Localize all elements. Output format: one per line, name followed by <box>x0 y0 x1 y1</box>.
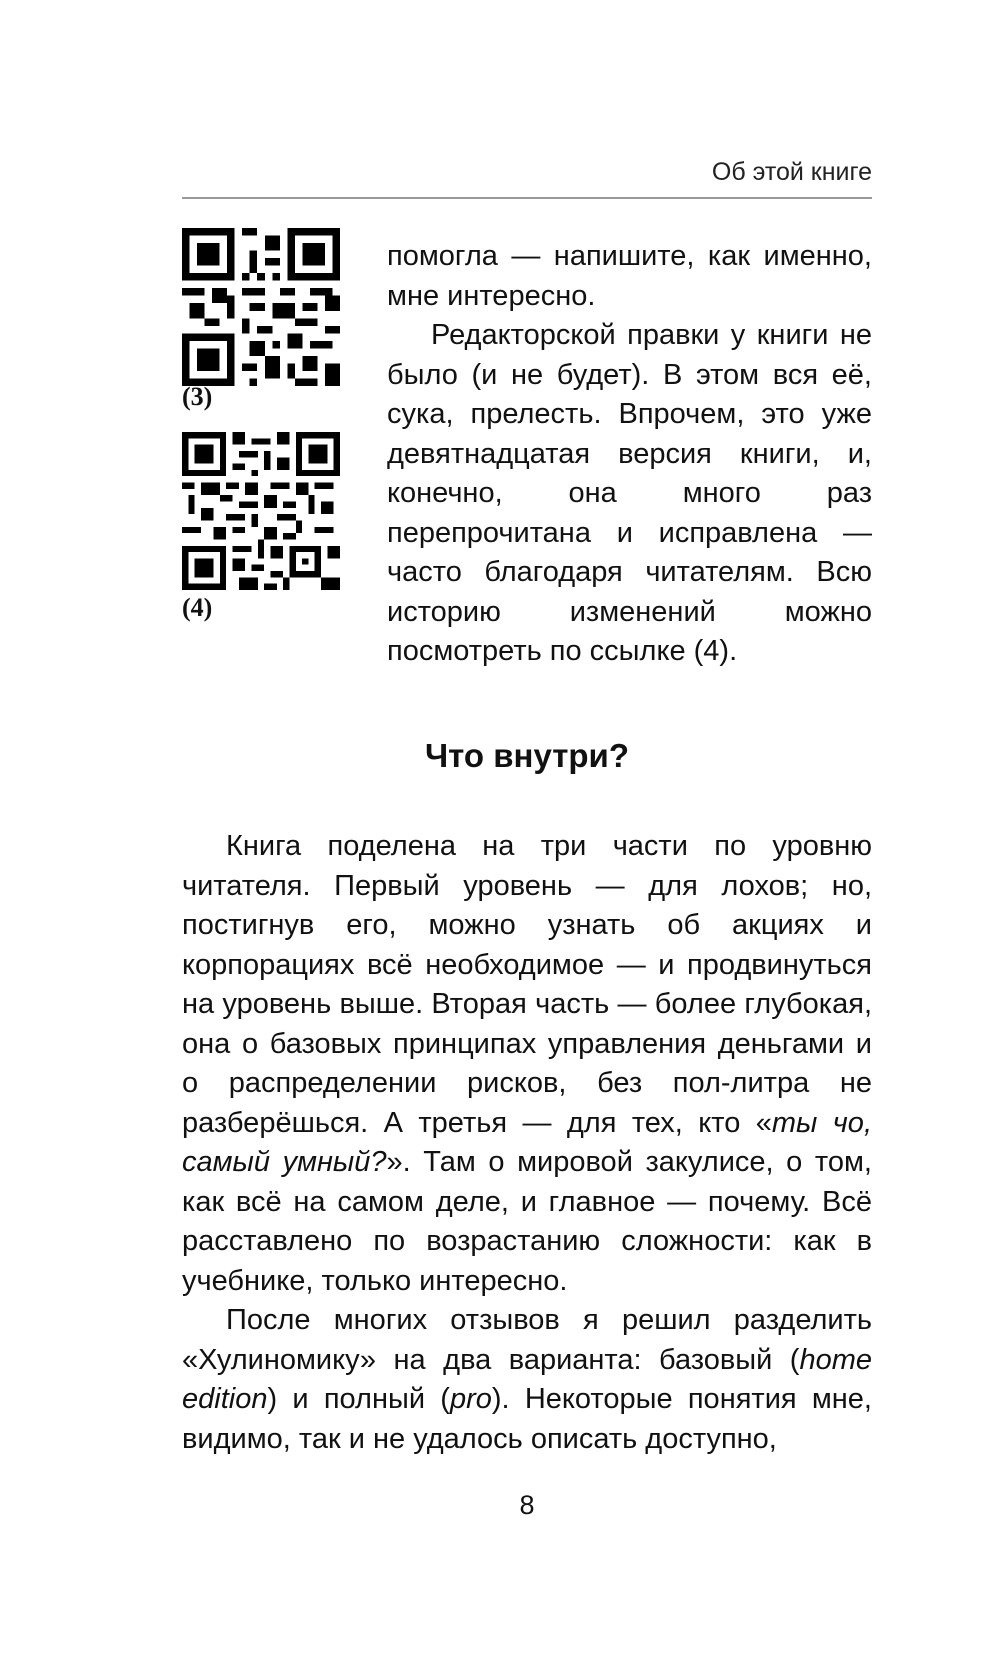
main-body-text <box>182 827 872 1459</box>
paragraph-2-italic-home-edition: home edition <box>182 1343 872 1415</box>
running-head: Об этой книге <box>711 158 872 186</box>
qr-code-3[interactable] <box>182 228 340 386</box>
paragraph-2-text-b: ) и полный ( <box>267 1383 450 1415</box>
paragraph-1-text-a: Книга поделена на три части по уровню читателя. Первый уровень — для лохов; но, постигнув его, можно узнать об акциях и корпорациях всё необходимое — и продвинуться на уровень выше. Вторая часть — более глубокая, она о базовых принципах управления деньгами и о распределении рисков, без пол-литра не разберёшься. А третья — для тех, кто « <box>182 830 872 1139</box>
side-paragraph-1: помогла — напишите, как именно, мне интересно. <box>387 240 872 312</box>
paragraph-2-italic-pro: pro <box>449 1383 492 1415</box>
paragraph-2-text-a: После многих отзывов я решил разделить «Хулиномику» на два варианта: базовый ( <box>182 1304 872 1376</box>
side-column-text <box>387 237 872 672</box>
paragraph-2-text-c: ). Некоторые понятия мне, видимо, так и не удалось описать доступно, <box>182 1383 872 1455</box>
qr-label-4: (4) <box>182 593 213 622</box>
paragraph-1-text-b: ». Там о мировой закулисе, о том, как всё на самом деле, и главное — почему. Всё расставлено по возрастанию сложности: как в учебнике, только интересно. <box>182 1146 872 1297</box>
qr-code-image <box>182 432 340 590</box>
section-heading: Что внутри? <box>425 737 629 774</box>
qr-code-4[interactable] <box>182 432 340 590</box>
body-paragraph-2 <box>182 1301 872 1459</box>
page-number: 8 <box>519 1490 535 1520</box>
qr-code-image <box>182 228 340 386</box>
side-paragraph-2: Редакторской правки у книги не было (и не будет). В этом вся её, сука, прелесть. Впрочем, это уже девятнадцатая версия книги, и, конечно, она много раз перепрочитана и исправлена — часто благодаря читателям. Всю историю изменений можно посмотреть по ссылке (4). <box>387 319 872 667</box>
body-paragraph-1 <box>182 827 872 1301</box>
paragraph-1-italic: ты чо, самый умный? <box>182 1106 872 1178</box>
header-rule <box>182 197 872 199</box>
qr-label-3: (3) <box>182 382 213 411</box>
